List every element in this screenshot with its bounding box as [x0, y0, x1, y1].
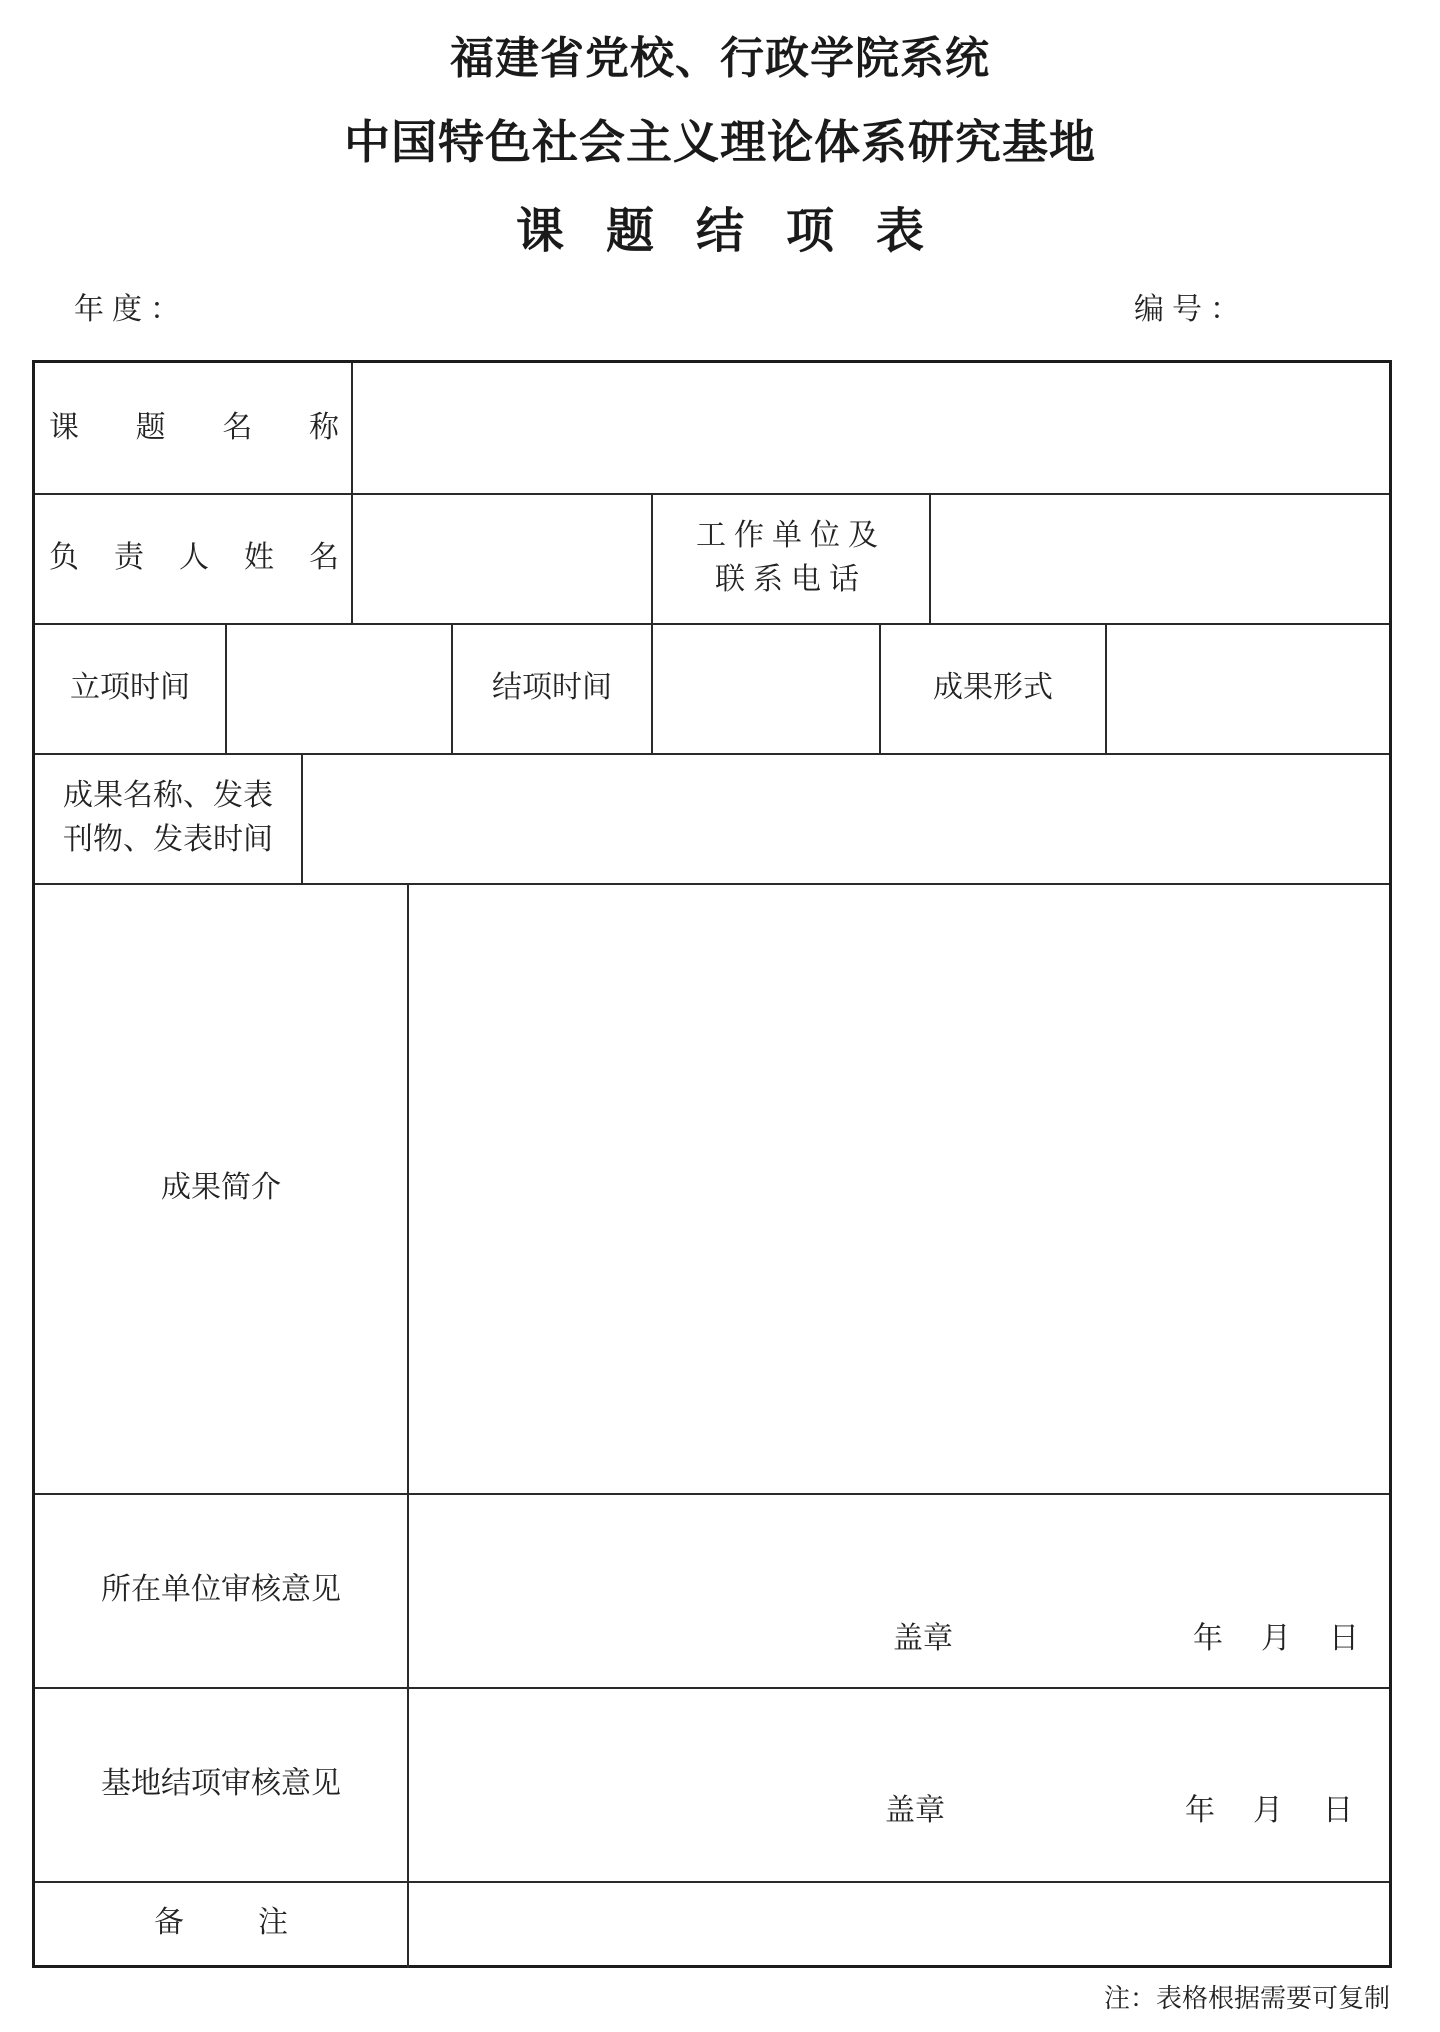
- topic-name-char: 题: [135, 410, 166, 445]
- topic-name-char: 课: [49, 410, 79, 445]
- topic-name-char: 称: [308, 410, 339, 445]
- form-table: [32, 360, 1392, 1968]
- work-unit-field[interactable]: [931, 493, 1389, 623]
- end-time-label: 结项时间: [492, 670, 612, 705]
- remarks-field[interactable]: [409, 1881, 1389, 1965]
- work-unit-label-line1: 工作单位及: [696, 518, 886, 553]
- year-label: 年度：: [74, 292, 188, 327]
- leader-name-char: 姓: [244, 540, 274, 575]
- footnote: 注：表格根据需要可复制: [1103, 1984, 1390, 2014]
- leader-name-char: 责: [114, 540, 144, 575]
- form-title: 课题结项表: [515, 203, 966, 259]
- unit-review-year-label: 年: [1193, 1621, 1223, 1656]
- title-line-1: 福建省党校、行政学院系统: [450, 33, 990, 84]
- work-unit-label: [653, 493, 929, 623]
- remarks-char: 注: [258, 1905, 288, 1940]
- topic-name-label: [49, 363, 339, 493]
- base-review-month-label: 月: [1253, 1793, 1283, 1828]
- result-form-label: 成果形式: [933, 670, 1053, 705]
- unit-review-month-label: 月: [1261, 1621, 1291, 1656]
- base-review-label: 基地结项审核意见: [101, 1766, 341, 1801]
- base-review-field[interactable]: [409, 1687, 1389, 1881]
- result-form-field[interactable]: [1107, 623, 1389, 753]
- start-time-label: 立项时间: [70, 670, 190, 705]
- unit-review-day-label: 日: [1329, 1621, 1359, 1656]
- topic-name-char: 名: [222, 410, 253, 445]
- topic-name-field[interactable]: [353, 363, 1389, 493]
- result-publication-label: [35, 753, 301, 883]
- leader-name-char: 人: [179, 540, 209, 575]
- title-line-2: 中国特色社会主义理论体系研究基地: [344, 115, 1096, 169]
- base-review-day-label: 日: [1323, 1793, 1353, 1828]
- unit-review-field[interactable]: [409, 1493, 1389, 1687]
- leader-name-field[interactable]: [353, 493, 651, 623]
- remarks-char: 备: [154, 1905, 184, 1940]
- result-intro-label: 成果简介: [161, 1170, 281, 1205]
- leader-name-char: 负: [49, 540, 79, 575]
- result-publication-field[interactable]: [303, 753, 1389, 883]
- base-review-year-label: 年: [1185, 1793, 1215, 1828]
- unit-review-label: 所在单位审核意见: [101, 1572, 341, 1607]
- result-intro-field[interactable]: [409, 883, 1389, 1493]
- base-review-stamp-label: 盖章: [885, 1793, 945, 1828]
- remarks-label: [35, 1881, 407, 1965]
- number-label: 编号：: [1134, 292, 1248, 327]
- result-publication-label-line1: 成果名称、发表: [63, 778, 273, 813]
- leader-name-char: 名: [309, 540, 339, 575]
- unit-review-stamp-label: 盖章: [893, 1621, 953, 1656]
- work-unit-label-line2: 联系电话: [715, 562, 867, 597]
- leader-name-label: [49, 493, 339, 623]
- start-time-field[interactable]: [227, 623, 451, 753]
- end-time-field[interactable]: [653, 623, 879, 753]
- result-publication-label-line2: 刊物、发表时间: [63, 822, 273, 857]
